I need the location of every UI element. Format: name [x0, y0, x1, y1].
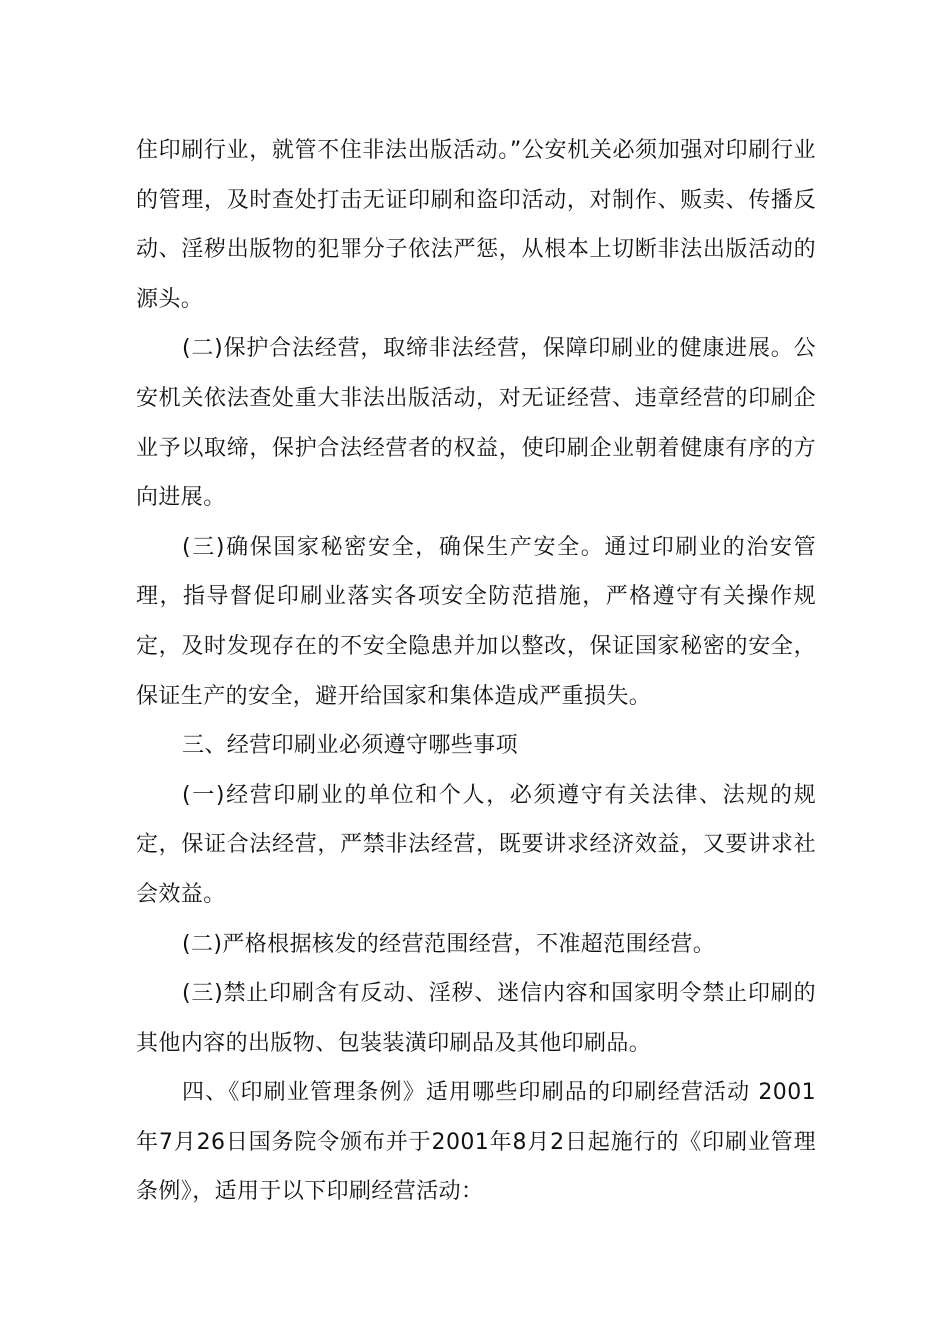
paragraph-3: (三)确保国家秘密安全，确保生产安全。通过印刷业的治安管理，指导督促印刷业落实各项安全防范措施，严格遵守有关操作规定，及时发现存在的不安全隐患并加以整改，保证国家秘密的安全，保证生产的安全，避开给国家和集体造成严重损失。: [136, 534, 816, 709]
section-heading-3: 三、经营印刷业必须遵守哪些事项: [182, 733, 519, 759]
paragraph-6: (二)严格根据核发的经营范围经营，不准超范围经营。: [182, 931, 716, 957]
paragraph-5: (一)经营印刷业的单位和个人，必须遵守有关法律、法规的规定，保证合法经营，严禁非法经营，既要讲求经济效益，又要讲求社会效益。: [136, 782, 816, 907]
paragraph-8: 四、《印刷业管理条例》适用哪些印刷品的印刷经营活动 2001年7月26日国务院令颁布并于2001年8月2日起施行的《印刷业管理条例》，适用于以下印刷经营活动：: [136, 1080, 816, 1205]
document-body: [136, 126, 816, 1217]
paragraph-7: (三)禁止印刷含有反动、淫秽、迷信内容和国家明令禁止印刷的其他内容的出版物、包装装潢印刷品及其他印刷品。: [136, 981, 816, 1056]
paragraph-2: (二)保护合法经营，取缔非法经营，保障印刷业的健康进展。公安机关依法查处重大非法出版活动，对无证经营、违章经营的印刷企业予以取缔，保护合法经营者的权益，使印刷企业朝着健康有序的方向进展。: [136, 336, 816, 511]
paragraph-1: 住印刷行业，就管不住非法出版活动。”公安机关必须加强对印刷行业的管理，及时查处打击无证印刷和盗印活动，对制作、贩卖、传播反动、淫秽出版物的犯罪分子依法严惩，从根本上切断非法出版活动的源头。: [136, 138, 816, 312]
